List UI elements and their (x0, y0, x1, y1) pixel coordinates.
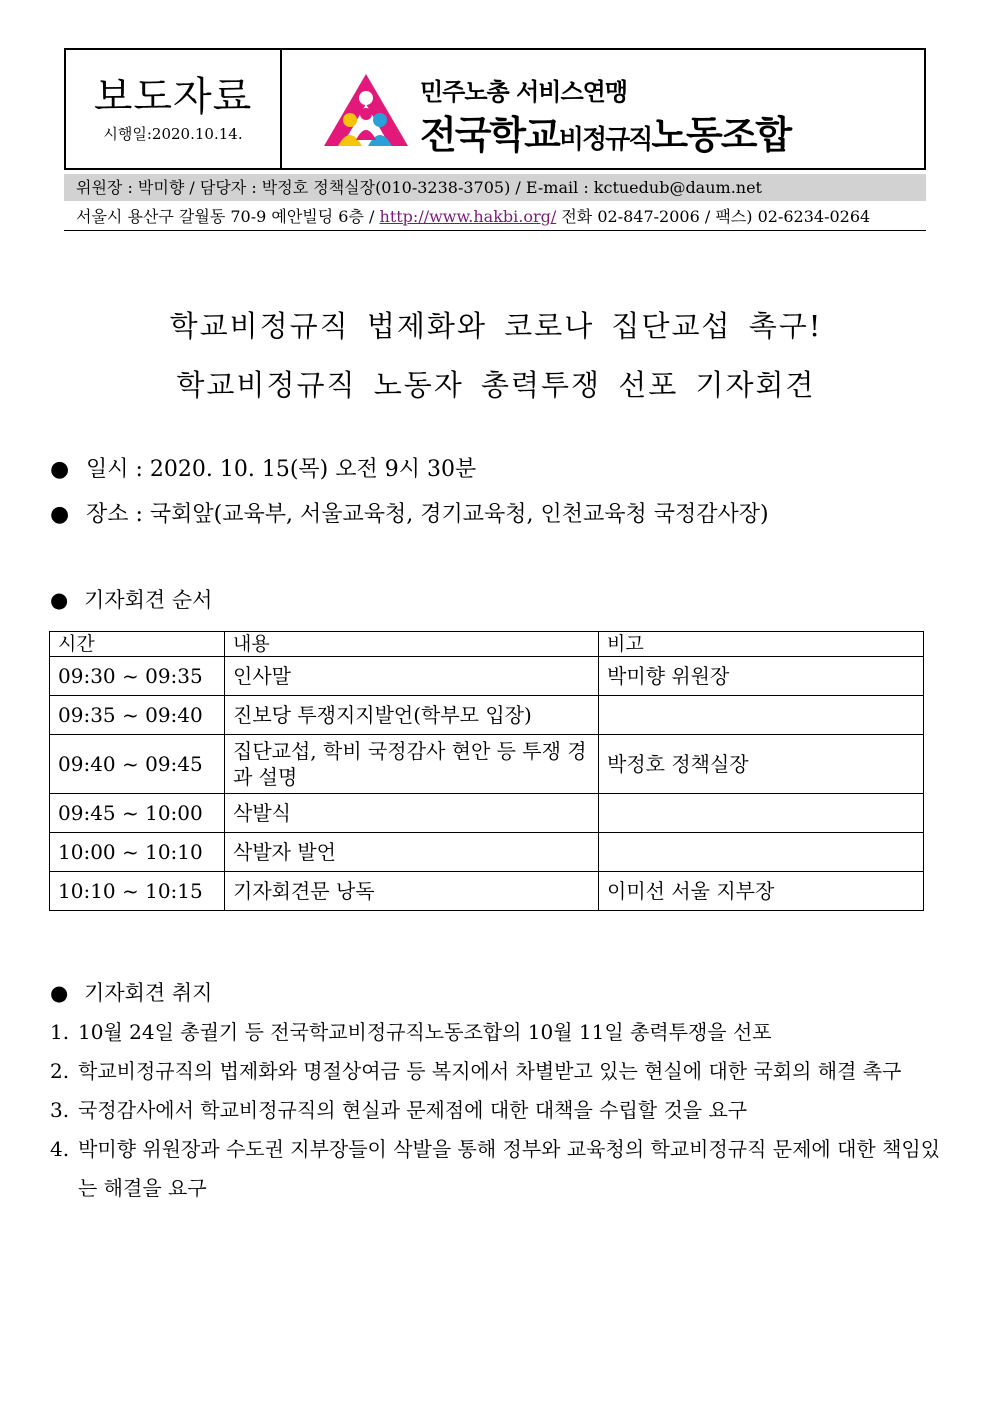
address-info (64, 203, 926, 231)
union-name-part-3: 노동조합 (651, 113, 791, 157)
row-time: 09:30 ~ 09:35 (50, 657, 225, 696)
datetime-text: 일시 : 2020. 10. 15(목) 오전 9시 30분 (86, 457, 477, 482)
row-note (599, 833, 924, 872)
headline-line-1: 학교비정규직 법제화와 코로나 집단교섭 촉구! (169, 309, 823, 343)
bullet-icon: ● (50, 502, 70, 527)
place-text: 장소 : 국회앞(교육부, 서울교육청, 경기교육청, 인천교육청 국정감사장) (86, 502, 769, 527)
item-number: 4. (50, 1137, 70, 1161)
row-note: 박정호 정책실장 (599, 735, 924, 794)
purpose-section-label (50, 977, 212, 1007)
row-note (599, 794, 924, 833)
purpose-list (50, 1013, 950, 1208)
issue-date: 시행일:2020.10.14. (103, 124, 243, 143)
table-header-row (50, 632, 924, 657)
row-content: 집단교섭, 학비 국정감사 현안 등 투쟁 경과 설명 (225, 735, 599, 794)
union-name (420, 104, 790, 159)
union-name-part-1: 전국학교 (420, 113, 559, 157)
item-text: 박미향 위원장과 수도권 지부장들이 삭발을 통해 정부와 교육청의 학교비정규직 문제에 대한 책임있는 해결을 요구 (78, 1137, 941, 1200)
item-number: 3. (50, 1098, 70, 1122)
item-number: 1. (50, 1020, 70, 1044)
program-table (49, 631, 924, 911)
row-time: 09:40 ~ 09:45 (50, 735, 225, 794)
bullet-icon: ● (50, 981, 69, 1005)
row-time: 09:45 ~ 10:00 (50, 794, 225, 833)
list-item (50, 1091, 950, 1130)
table-row (50, 872, 924, 911)
union-logo-block (282, 50, 924, 168)
header-note: 비고 (599, 632, 924, 657)
datetime-item (50, 452, 476, 483)
program-label: 기자회견 순서 (84, 588, 213, 612)
address-text: 서울시 용산구 갈월동 70-9 예안빌딩 6층 / (76, 207, 380, 226)
phone-fax-text: 전화 02-847-2006 / 팩스) 02-6234-0264 (556, 207, 871, 226)
row-content: 인사말 (225, 657, 599, 696)
list-item (50, 1013, 950, 1052)
row-note: 이미선 서울 지부장 (599, 872, 924, 911)
header-content: 내용 (225, 632, 599, 657)
union-name-part-2: 비정규직 (558, 125, 652, 155)
row-time: 10:10 ~ 10:15 (50, 872, 225, 911)
contact-info: 위원장 : 박미향 / 담당자 : 박정호 정책실장(010-3238-3705) / E-mail : kctuedub@daum.net (64, 174, 926, 201)
row-content: 기자회견문 낭독 (225, 872, 599, 911)
press-title-block (66, 50, 282, 168)
row-time: 09:35 ~ 09:40 (50, 696, 225, 735)
row-note: 박미향 위원장 (599, 657, 924, 696)
program-section-label (50, 584, 212, 614)
row-content: 진보당 투쟁지지발언(학부모 입장) (225, 696, 599, 735)
table-row (50, 696, 924, 735)
row-note (599, 696, 924, 735)
press-header (64, 48, 926, 170)
list-item (50, 1052, 950, 1091)
row-content: 삭발자 발언 (225, 833, 599, 872)
item-text: 학교비정규직의 법제화와 명절상여금 등 복지에서 차별받고 있는 현실에 대한 국회의 해결 촉구 (78, 1059, 902, 1083)
website-link[interactable]: http://www.hakbi.org/ (379, 207, 557, 226)
union-logo-icon (320, 70, 412, 150)
federation-name: 민주노총 서비스연맹 (420, 78, 628, 106)
item-text: 국정감사에서 학교비정규직의 현실과 문제점에 대한 대책을 수립할 것을 요구 (78, 1098, 748, 1122)
row-time: 10:00 ~ 10:10 (50, 833, 225, 872)
row-content: 삭발식 (225, 794, 599, 833)
bullet-icon: ● (50, 588, 69, 612)
table-row (50, 735, 924, 794)
press-release-title: 보도자료 (93, 73, 253, 120)
place-item (50, 497, 769, 528)
item-text: 10월 24일 총궐기 등 전국학교비정규직노동조합의 10월 11일 총력투쟁을 선포 (78, 1020, 772, 1044)
table-row (50, 833, 924, 872)
header-time: 시간 (50, 632, 225, 657)
item-number: 2. (50, 1059, 70, 1083)
table-row (50, 657, 924, 696)
list-item (50, 1130, 950, 1208)
headline-line-2: 학교비정규직 노동자 총력투쟁 선포 기자회견 (176, 368, 816, 402)
table-row (50, 794, 924, 833)
purpose-label: 기자회견 취지 (84, 981, 213, 1005)
bullet-icon: ● (50, 457, 70, 482)
